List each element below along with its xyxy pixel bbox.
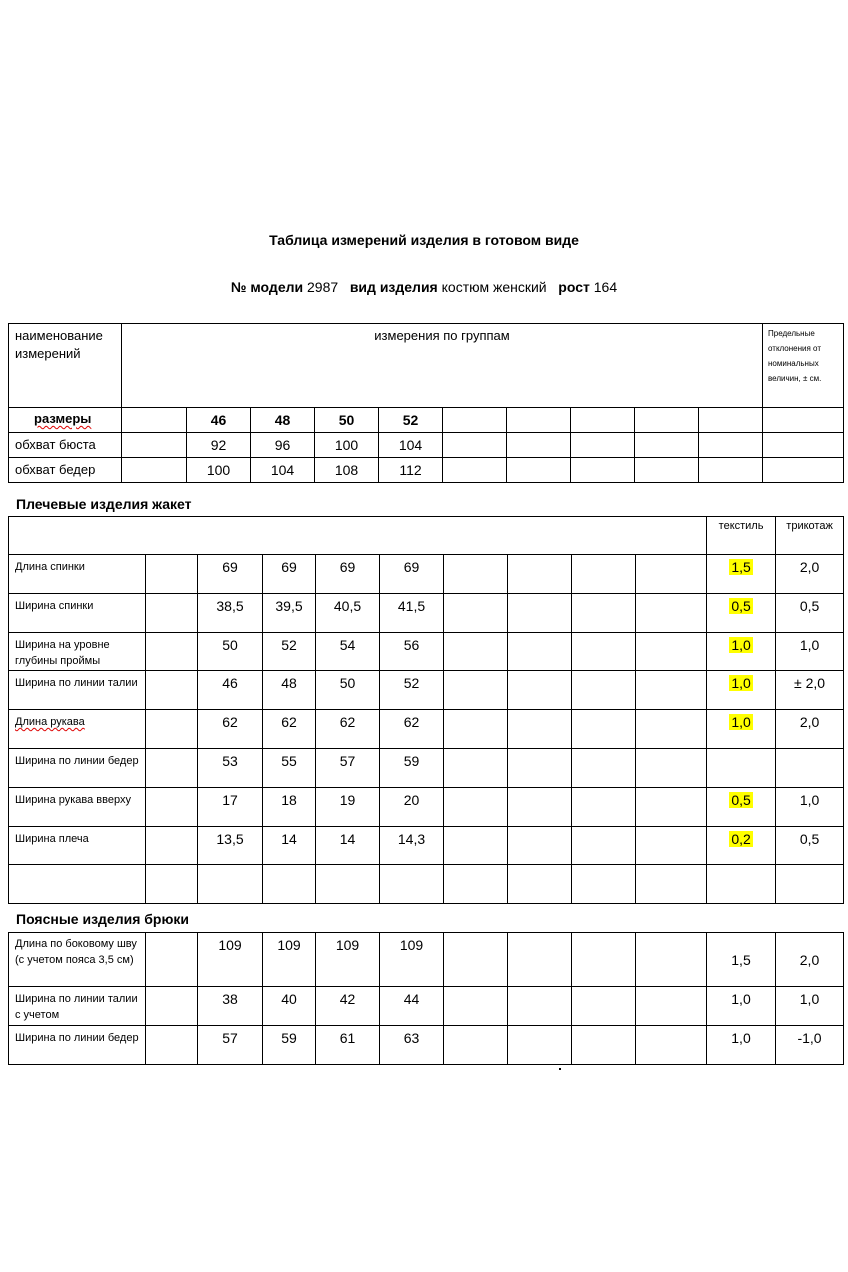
row-label: обхват бедер [9, 458, 122, 483]
knit-tolerance: 1,0 [776, 788, 844, 827]
cell-value: 18 [263, 788, 316, 827]
cell-value: 57 [316, 749, 380, 788]
cell-value: 40 [263, 987, 316, 1026]
cell-value: 109 [380, 933, 444, 987]
model-info-line [0, 279, 848, 295]
cell-value: 62 [380, 710, 444, 749]
cell-value: 69 [198, 555, 263, 594]
size-col: 48 [251, 408, 315, 433]
knit-tolerance: 0,5 [776, 827, 844, 865]
trousers-table [8, 932, 844, 1065]
table-row [9, 633, 844, 671]
table-row [9, 671, 844, 710]
table-row [9, 749, 844, 788]
height-value: 164 [593, 279, 618, 295]
cell-value: 59 [380, 749, 444, 788]
cell-value: 62 [198, 710, 263, 749]
textile-tolerance: 0,2 [731, 831, 751, 847]
cell-value: 69 [316, 555, 380, 594]
header-measurement-groups: измерения по группам [122, 324, 763, 408]
row-label: Ширина по линии бедер [9, 749, 146, 788]
cell-value: 38 [198, 987, 263, 1026]
cell-value: 13,5 [198, 827, 263, 865]
jacket-table [8, 516, 844, 904]
row-label: Ширина на уровне глубины проймы [9, 633, 146, 671]
knit-tolerance: 2,0 [776, 933, 844, 987]
col-knit: трикотаж [776, 517, 844, 555]
row-label: обхват бюста [9, 433, 122, 458]
textile-tolerance: 1,0 [707, 1026, 776, 1065]
knit-tolerance [776, 749, 844, 788]
row-label: Ширина плеча [9, 827, 146, 865]
type-label: вид изделия [349, 279, 438, 295]
model-label: № модели [230, 279, 304, 295]
cell-value: 57 [198, 1026, 263, 1065]
cell-value: 62 [316, 710, 380, 749]
page-title: Таблица измерений изделия в готовом виде [269, 232, 579, 248]
textile-tolerance: 1,0 [731, 637, 751, 653]
cell-value: 40,5 [316, 594, 380, 633]
cell-value: 46 [198, 671, 263, 710]
size-col: 46 [187, 408, 251, 433]
header-measurement-name: наименование измерений [9, 324, 122, 408]
row-label: Длина по боковому шву (с учетом пояса 3,5 см) [9, 933, 146, 987]
cell-value: 62 [263, 710, 316, 749]
textile-tolerance: 1,0 [731, 714, 751, 730]
textile-tolerance: 1,5 [707, 933, 776, 987]
cell-value: 44 [380, 987, 444, 1026]
row-label: Ширина по линии талии [9, 671, 146, 710]
sizes-row [9, 408, 844, 433]
cell-value: 52 [380, 671, 444, 710]
cell-value: 41,5 [380, 594, 444, 633]
type-value: костюм женский [441, 279, 547, 295]
cell-value: 63 [380, 1026, 444, 1065]
sizes-row-label: размеры [34, 411, 92, 426]
row-label: Ширина по линии талии с учетом [9, 987, 146, 1026]
cell-value: 109 [263, 933, 316, 987]
table-row [9, 827, 844, 865]
jacket-heading: Плечевые изделия жакет [16, 496, 192, 512]
cell-value: 59 [263, 1026, 316, 1065]
knit-tolerance: 2,0 [776, 710, 844, 749]
cell-value: 17 [198, 788, 263, 827]
cell-value: 53 [198, 749, 263, 788]
table-row [9, 458, 844, 483]
table-row-empty [9, 865, 844, 904]
table-row [9, 987, 844, 1026]
cell-value: 61 [316, 1026, 380, 1065]
row-label: Длина спинки [9, 555, 146, 594]
cell-value: 55 [263, 749, 316, 788]
row-label: Ширина по линии бедер [9, 1026, 146, 1065]
cell-value: 38,5 [198, 594, 263, 633]
row-label: Длина рукава [15, 716, 85, 728]
cell-value: 100 [187, 458, 251, 483]
knit-tolerance: 1,0 [776, 987, 844, 1026]
row-label: Ширина рукава вверху [9, 788, 146, 827]
knit-tolerance: 1,0 [776, 633, 844, 671]
size-col: 52 [379, 408, 443, 433]
cell-value: 48 [263, 671, 316, 710]
stray-dot [559, 1068, 561, 1070]
col-textile: текстиль [707, 517, 776, 555]
cell-value: 42 [316, 987, 380, 1026]
size-col: 50 [315, 408, 379, 433]
table-row [9, 788, 844, 827]
knit-tolerance: 0,5 [776, 594, 844, 633]
textile-tolerance [707, 749, 776, 788]
table-row [9, 710, 844, 749]
cell-value: 54 [316, 633, 380, 671]
cell-value: 69 [380, 555, 444, 594]
cell-value: 50 [198, 633, 263, 671]
cell-value: 104 [251, 458, 315, 483]
knit-tolerance: 2,0 [776, 555, 844, 594]
cell-value: 104 [379, 433, 443, 458]
textile-tolerance: 1,5 [731, 559, 751, 575]
textile-tolerance: 1,0 [731, 675, 751, 691]
header-tolerance: Предельные отклонения от номинальных величин, ± см. [763, 324, 844, 408]
knit-tolerance: ± 2,0 [776, 671, 844, 710]
cell-value: 96 [251, 433, 315, 458]
cell-value: 50 [316, 671, 380, 710]
table-row [9, 555, 844, 594]
cell-value: 100 [315, 433, 379, 458]
textile-tolerance: 1,0 [707, 987, 776, 1026]
cell-value: 112 [379, 458, 443, 483]
cell-value: 108 [315, 458, 379, 483]
knit-tolerance: -1,0 [776, 1026, 844, 1065]
textile-tolerance: 0,5 [731, 598, 751, 614]
cell-value: 14 [316, 827, 380, 865]
cell-value: 109 [198, 933, 263, 987]
height-label: рост [558, 279, 590, 295]
cell-value: 19 [316, 788, 380, 827]
model-value: 2987 [307, 279, 339, 295]
textile-tolerance: 0,5 [731, 792, 751, 808]
table-row [9, 433, 844, 458]
cell-value: 109 [316, 933, 380, 987]
cell-value: 69 [263, 555, 316, 594]
cell-value: 56 [380, 633, 444, 671]
table-row [9, 1026, 844, 1065]
cell-value: 52 [263, 633, 316, 671]
cell-value: 14 [263, 827, 316, 865]
cell-value: 20 [380, 788, 444, 827]
cell-value: 92 [187, 433, 251, 458]
table-row [9, 594, 844, 633]
trousers-heading: Поясные изделия брюки [16, 911, 190, 927]
table-row [9, 933, 844, 987]
row-label: Ширина спинки [9, 594, 146, 633]
sizes-table [8, 323, 844, 483]
cell-value: 39,5 [263, 594, 316, 633]
cell-value: 14,3 [380, 827, 444, 865]
